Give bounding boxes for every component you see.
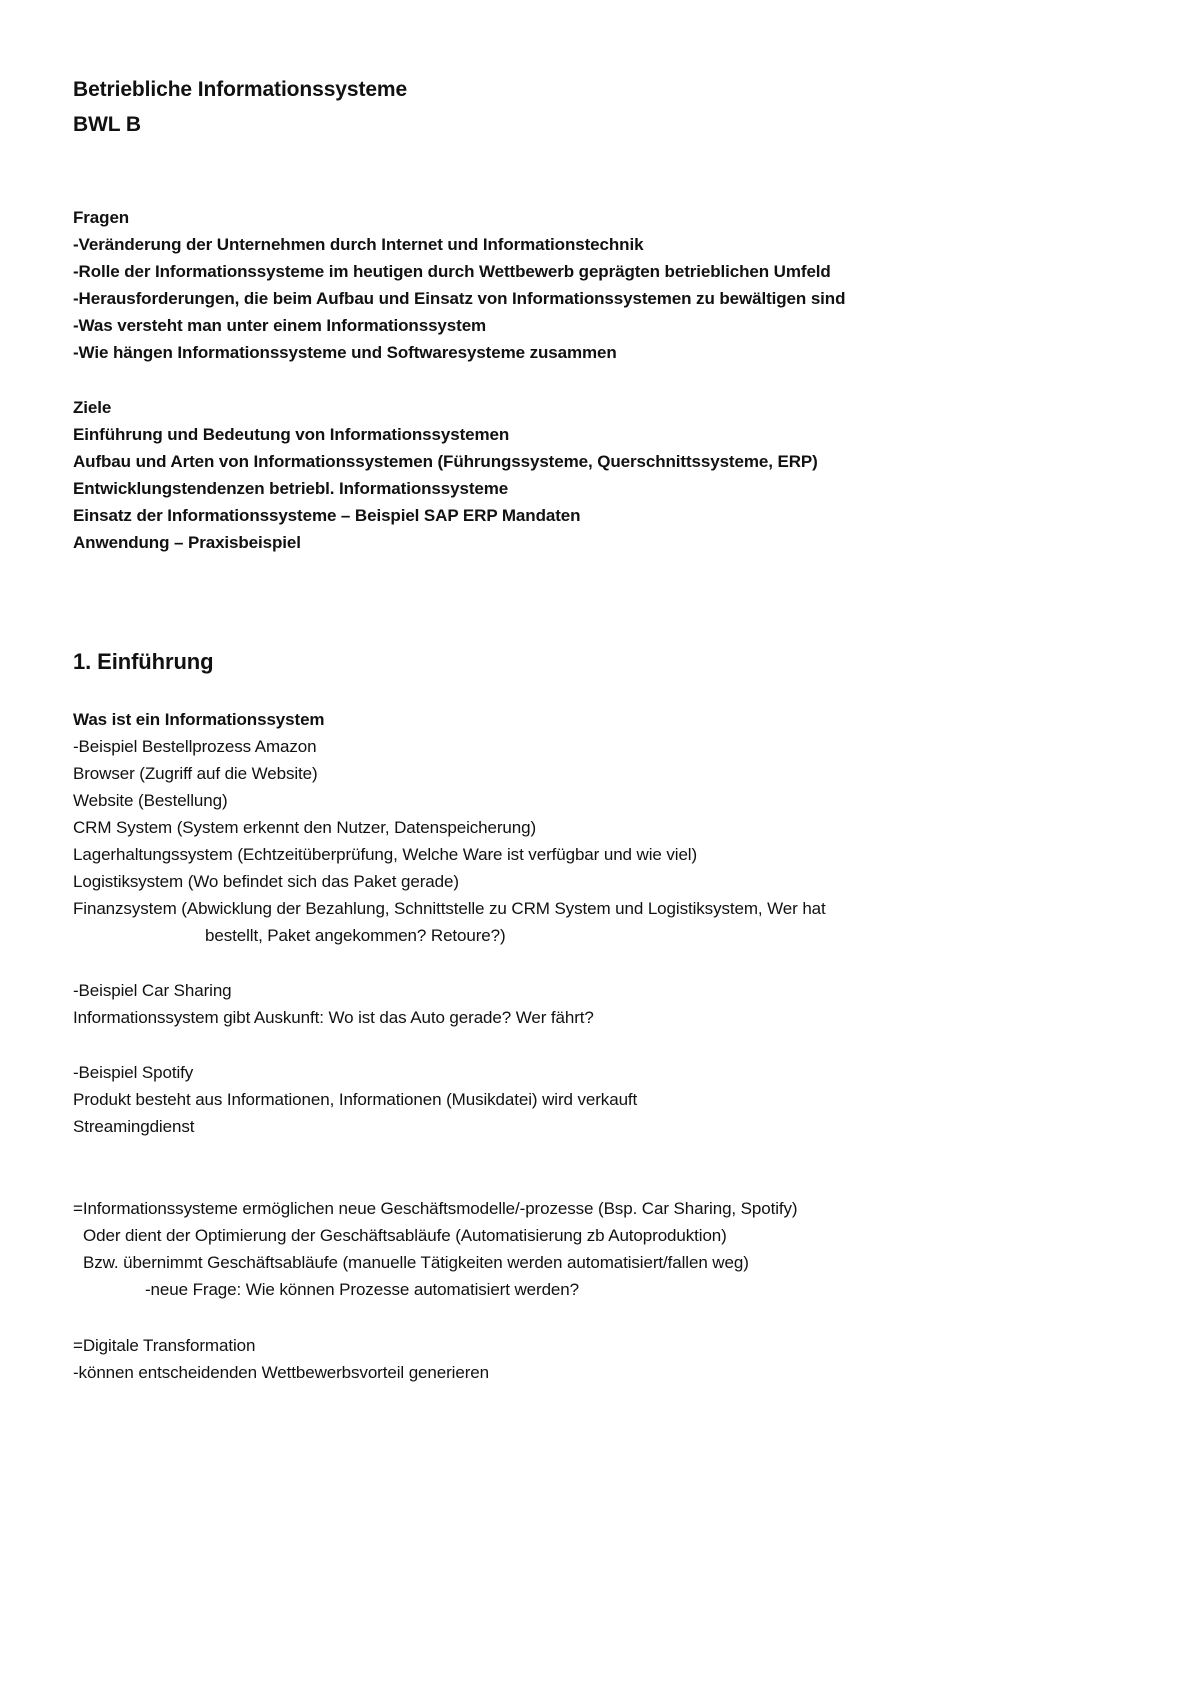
- summary-line: Bzw. übernimmt Geschäftsabläufe (manuelle Tätigkeiten werden automatisiert/fallen weg): [83, 1253, 749, 1272]
- fragen-item: -Herausforderungen, die beim Aufbau und Einsatz von Informationssystemen zu bewältigen sind: [73, 289, 846, 308]
- fragen-item: -Wie hängen Informationssysteme und Softwaresysteme zusammen: [73, 343, 617, 362]
- amazon-line: Browser (Zugriff auf die Website): [73, 764, 318, 783]
- amazon-line: Website (Bestellung): [73, 791, 228, 810]
- fragen-item: -Rolle der Informationssysteme im heutigen durch Wettbewerb geprägten betrieblichen Umfeld: [73, 262, 831, 281]
- carsharing-line: Informationssystem gibt Auskunft: Wo ist das Auto gerade? Wer fährt?: [73, 1008, 594, 1027]
- amazon-line: -Beispiel Bestellprozess Amazon: [73, 737, 317, 756]
- section-heading: 1. Einführung: [73, 649, 214, 674]
- document-subtitle: BWL B: [73, 113, 141, 136]
- spotify-line: -Beispiel Spotify: [73, 1063, 194, 1082]
- amazon-line: Finanzsystem (Abwicklung der Bezahlung, Schnittstelle zu CRM System und Logistiksystem, Wer hat: [73, 899, 826, 918]
- digital-line: -können entscheidenden Wettbewerbsvorteil generieren: [73, 1363, 489, 1382]
- carsharing-line: -Beispiel Car Sharing: [73, 981, 232, 1000]
- document-title: Betriebliche Informationssysteme: [73, 78, 408, 101]
- fragen-item: -Veränderung der Unternehmen durch Internet und Informationstechnik: [73, 235, 644, 254]
- amazon-line: Logistiksystem (Wo befindet sich das Paket gerade): [73, 872, 459, 891]
- summary-line: =Informationssysteme ermöglichen neue Geschäftsmodelle/-prozesse (Bsp. Car Sharing, Spotify): [73, 1199, 798, 1218]
- spotify-line: Produkt besteht aus Informationen, Informationen (Musikdatei) wird verkauft: [73, 1090, 638, 1109]
- section-subheading: Was ist ein Informationssystem: [73, 710, 325, 729]
- summary-line: -neue Frage: Wie können Prozesse automatisiert werden?: [145, 1280, 579, 1299]
- digital-line: =Digitale Transformation: [73, 1336, 256, 1355]
- amazon-line: CRM System (System erkennt den Nutzer, Datenspeicherung): [73, 818, 537, 837]
- summary-line: Oder dient der Optimierung der Geschäftsabläufe (Automatisierung zb Autoproduktion): [83, 1226, 727, 1245]
- ziele-item: Aufbau und Arten von Informationssystemen (Führungssysteme, Querschnittssysteme, ERP): [73, 452, 818, 471]
- ziele-item: Entwicklungstendenzen betriebl. Informationssysteme: [73, 479, 509, 498]
- ziele-item: Anwendung – Praxisbeispiel: [73, 533, 301, 552]
- ziele-heading: Ziele: [73, 398, 112, 417]
- fragen-heading: Fragen: [73, 208, 130, 227]
- amazon-line-continued: bestellt, Paket angekommen? Retoure?): [205, 926, 506, 945]
- spotify-line: Streamingdienst: [73, 1117, 195, 1136]
- ziele-item: Einführung und Bedeutung von Informationssystemen: [73, 425, 510, 444]
- fragen-item: -Was versteht man unter einem Informationssystem: [73, 316, 487, 335]
- amazon-line: Lagerhaltungssystem (Echtzeitüberprüfung, Welche Ware ist verfügbar und wie viel): [73, 845, 698, 864]
- ziele-item: Einsatz der Informationssysteme – Beispiel SAP ERP Mandaten: [73, 506, 581, 525]
